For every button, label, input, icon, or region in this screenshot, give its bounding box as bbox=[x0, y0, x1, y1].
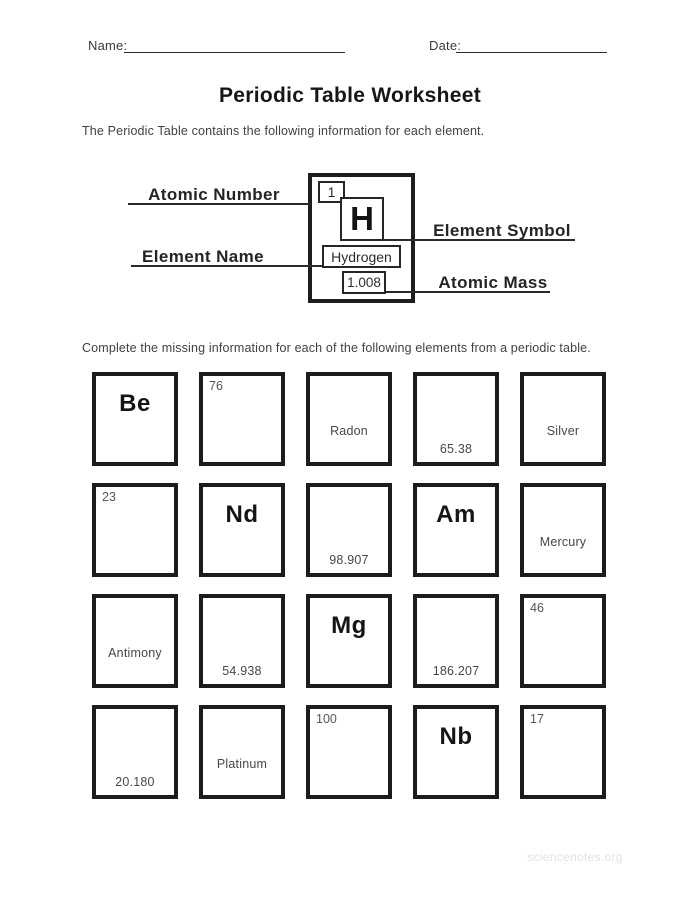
element-symbol: Am bbox=[436, 501, 476, 528]
page-title: Periodic Table Worksheet bbox=[219, 84, 481, 107]
atomic-number: 46 bbox=[530, 601, 544, 615]
atomic-mass: 186.207 bbox=[432, 664, 480, 678]
element-symbol-label: Element Symbol bbox=[433, 221, 571, 240]
footer-credit: sciencenotes.org bbox=[527, 850, 623, 864]
element-cell bbox=[199, 705, 285, 799]
element-cell bbox=[92, 594, 178, 688]
element-cell bbox=[520, 705, 606, 799]
element-cell bbox=[520, 483, 606, 577]
atomic-number: 23 bbox=[102, 490, 116, 504]
element-name: Radon bbox=[330, 424, 368, 438]
element-name: Antimony bbox=[108, 646, 162, 660]
instruction-text: Complete the missing information for each of the following elements from a periodic table. bbox=[82, 341, 591, 355]
element-cell bbox=[92, 705, 178, 799]
element-cell bbox=[520, 372, 606, 466]
example-name-box: Hydrogen bbox=[322, 245, 401, 268]
element-cell bbox=[199, 372, 285, 466]
element-symbol: Nd bbox=[225, 501, 259, 528]
element-name-label: Element Name bbox=[142, 247, 264, 266]
element-cell bbox=[306, 594, 392, 688]
atomic-mass: 65.38 bbox=[439, 442, 473, 456]
element-cell bbox=[413, 372, 499, 466]
atomic-number: 17 bbox=[530, 712, 544, 726]
atomic-mass: 98.907 bbox=[329, 553, 369, 567]
example-mass-box: 1.008 bbox=[342, 271, 386, 294]
example-symbol-box: H bbox=[340, 197, 384, 241]
elements-grid bbox=[92, 372, 606, 799]
element-name: Platinum bbox=[216, 757, 268, 771]
atomic-number-label: Atomic Number bbox=[148, 185, 280, 204]
element-cell bbox=[306, 705, 392, 799]
name-label: Name: bbox=[88, 38, 128, 53]
element-symbol: Mg bbox=[331, 612, 367, 639]
atomic-number: 100 bbox=[316, 712, 337, 726]
name-blank-line bbox=[124, 38, 345, 53]
element-cell bbox=[413, 705, 499, 799]
date-blank-line bbox=[456, 38, 607, 53]
element-cell bbox=[199, 483, 285, 577]
element-cell bbox=[520, 594, 606, 688]
element-name: Mercury bbox=[539, 535, 587, 549]
date-label: Date: bbox=[429, 38, 462, 53]
element-name: Silver bbox=[546, 424, 580, 438]
example-atomic-number-box: 1 bbox=[318, 181, 345, 203]
element-symbol: Nb bbox=[439, 723, 473, 750]
element-cell bbox=[92, 483, 178, 577]
element-cell bbox=[413, 483, 499, 577]
element-cell bbox=[413, 594, 499, 688]
element-cell bbox=[199, 594, 285, 688]
element-cell bbox=[306, 483, 392, 577]
atomic-number: 76 bbox=[209, 379, 223, 393]
element-symbol: Be bbox=[119, 390, 151, 417]
atomic-mass-label: Atomic Mass bbox=[438, 273, 548, 292]
element-cell bbox=[306, 372, 392, 466]
atomic-mass: 54.938 bbox=[222, 664, 262, 678]
intro-text: The Periodic Table contains the following information for each element. bbox=[82, 124, 485, 138]
atomic-mass: 20.180 bbox=[115, 775, 155, 789]
element-cell bbox=[92, 372, 178, 466]
